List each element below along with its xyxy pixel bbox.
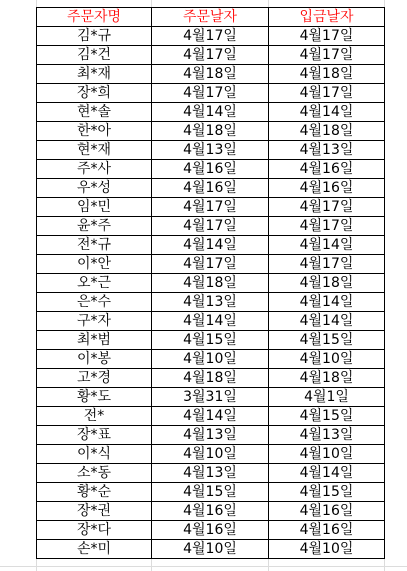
table-row (37, 445, 385, 464)
payment-date-cell[interactable]: 4월14일 (269, 236, 385, 255)
order-date-cell[interactable]: 4월18일 (152, 369, 269, 388)
payment-date-cell[interactable]: 4월17일 (269, 217, 385, 236)
header-row (37, 8, 385, 27)
payment-date-cell[interactable]: 4월18일 (269, 369, 385, 388)
payment-date-cell[interactable]: 4월13일 (269, 426, 385, 445)
table-row (37, 236, 385, 255)
table-row (37, 274, 385, 293)
payment-date-cell[interactable]: 4월10일 (269, 445, 385, 464)
table-row (37, 27, 385, 46)
orderer-name-cell[interactable]: 전* (37, 407, 152, 426)
order-date-cell[interactable]: 3월31일 (152, 388, 269, 407)
orderer-name-cell[interactable]: 오*근 (37, 274, 152, 293)
orderer-name-cell[interactable]: 구*자 (37, 312, 152, 331)
payment-date-cell[interactable]: 4월15일 (269, 483, 385, 502)
order-date-cell[interactable]: 4월17일 (152, 255, 269, 274)
table-row (37, 369, 385, 388)
order-date-cell[interactable]: 4월17일 (152, 217, 269, 236)
table-row (37, 540, 385, 559)
table-row (37, 103, 385, 122)
orderer-name-cell[interactable]: 황*도 (37, 388, 152, 407)
orderer-name-cell[interactable]: 장*희 (37, 84, 152, 103)
gridline (0, 566, 407, 567)
order-date-cell[interactable]: 4월17일 (152, 198, 269, 217)
payment-date-cell[interactable]: 4월16일 (269, 160, 385, 179)
table-row (37, 331, 385, 350)
payment-date-cell[interactable]: 4월14일 (269, 312, 385, 331)
order-date-cell[interactable]: 4월16일 (152, 521, 269, 540)
orderer-name-cell[interactable]: 최*재 (37, 65, 152, 84)
orders-table (36, 7, 385, 559)
table-row (37, 255, 385, 274)
payment-date-cell[interactable]: 4월17일 (269, 46, 385, 65)
payment-date-cell[interactable]: 4월18일 (269, 122, 385, 141)
orderer-name-cell[interactable]: 김*규 (37, 27, 152, 46)
order-date-cell[interactable]: 4월16일 (152, 179, 269, 198)
payment-date-cell[interactable]: 4월10일 (269, 540, 385, 559)
payment-date-cell[interactable]: 4월16일 (269, 179, 385, 198)
orderer-name-cell[interactable]: 장*표 (37, 426, 152, 445)
orderer-name-cell[interactable]: 최*범 (37, 331, 152, 350)
order-date-cell[interactable]: 4월15일 (152, 483, 269, 502)
payment-date-cell[interactable]: 4월16일 (269, 521, 385, 540)
table-row (37, 198, 385, 217)
table-row (37, 388, 385, 407)
payment-date-cell[interactable]: 4월14일 (269, 464, 385, 483)
order-date-cell[interactable]: 4월18일 (152, 274, 269, 293)
table-row (37, 407, 385, 426)
order-date-cell[interactable]: 4월14일 (152, 236, 269, 255)
table-row (37, 483, 385, 502)
payment-date-cell[interactable]: 4월18일 (269, 65, 385, 84)
order-date-cell[interactable]: 4월10일 (152, 540, 269, 559)
payment-date-cell[interactable]: 4월17일 (269, 255, 385, 274)
orderer-name-cell[interactable]: 윤*주 (37, 217, 152, 236)
order-date-cell[interactable]: 4월14일 (152, 103, 269, 122)
orderer-name-cell[interactable]: 손*미 (37, 540, 152, 559)
order-date-cell[interactable]: 4월13일 (152, 141, 269, 160)
orderer-name-cell[interactable]: 이*식 (37, 445, 152, 464)
payment-date-cell[interactable]: 4월10일 (269, 350, 385, 369)
orderer-name-cell[interactable]: 현*재 (37, 141, 152, 160)
table-row (37, 521, 385, 540)
order-date-cell[interactable]: 4월10일 (152, 445, 269, 464)
orderer-name-cell[interactable]: 은*수 (37, 293, 152, 312)
table-row (37, 312, 385, 331)
order-date-cell[interactable]: 4월17일 (152, 84, 269, 103)
order-date-cell[interactable]: 4월13일 (152, 464, 269, 483)
orderer-name-cell[interactable]: 장*권 (37, 502, 152, 521)
orderer-name-cell[interactable]: 주*사 (37, 160, 152, 179)
order-date-cell[interactable]: 4월14일 (152, 407, 269, 426)
orderer-name-cell[interactable]: 한*아 (37, 122, 152, 141)
order-date-cell[interactable]: 4월16일 (152, 160, 269, 179)
order-date-cell[interactable]: 4월18일 (152, 65, 269, 84)
payment-date-cell[interactable]: 4월17일 (269, 84, 385, 103)
table-row (37, 217, 385, 236)
table-row (37, 293, 385, 312)
table-row (37, 350, 385, 369)
header-order-date[interactable]: 주문날자 (152, 8, 269, 27)
payment-date-cell[interactable]: 4월15일 (269, 407, 385, 426)
orderer-name-cell[interactable]: 현*솔 (37, 103, 152, 122)
orderer-name-cell[interactable]: 김*건 (37, 46, 152, 65)
orderer-name-cell[interactable]: 우*성 (37, 179, 152, 198)
payment-date-cell[interactable]: 4월14일 (269, 103, 385, 122)
table-row (37, 426, 385, 445)
table-row (37, 141, 385, 160)
payment-date-cell[interactable]: 4월13일 (269, 141, 385, 160)
orderer-name-cell[interactable]: 고*경 (37, 369, 152, 388)
orderer-name-cell[interactable]: 전*규 (37, 236, 152, 255)
order-date-cell[interactable]: 4월14일 (152, 312, 269, 331)
header-orderer-name[interactable]: 주문자명 (37, 8, 152, 27)
orderer-name-cell[interactable]: 황*순 (37, 483, 152, 502)
order-date-cell[interactable]: 4월17일 (152, 27, 269, 46)
table-row (37, 464, 385, 483)
payment-date-cell[interactable]: 4월1일 (269, 388, 385, 407)
orderer-name-cell[interactable]: 소*동 (37, 464, 152, 483)
payment-date-cell[interactable]: 4월15일 (269, 331, 385, 350)
order-date-cell[interactable]: 4월13일 (152, 426, 269, 445)
table-row (37, 65, 385, 84)
order-date-cell[interactable]: 4월15일 (152, 331, 269, 350)
table-row (37, 160, 385, 179)
table-row (37, 179, 385, 198)
table-row (37, 46, 385, 65)
payment-date-cell[interactable]: 4월14일 (269, 293, 385, 312)
order-date-cell[interactable]: 4월18일 (152, 122, 269, 141)
payment-date-cell[interactable]: 4월18일 (269, 274, 385, 293)
payment-date-cell[interactable]: 4월17일 (269, 27, 385, 46)
order-date-cell[interactable]: 4월17일 (152, 46, 269, 65)
table-row (37, 502, 385, 521)
payment-date-cell[interactable]: 4월17일 (269, 198, 385, 217)
payment-date-cell[interactable]: 4월16일 (269, 502, 385, 521)
table-row (37, 84, 385, 103)
header-payment-date[interactable]: 입금날자 (269, 8, 385, 27)
orderer-name-cell[interactable]: 임*민 (37, 198, 152, 217)
orderer-name-cell[interactable]: 이*안 (37, 255, 152, 274)
orderer-name-cell[interactable]: 장*다 (37, 521, 152, 540)
order-date-cell[interactable]: 4월10일 (152, 350, 269, 369)
order-date-cell[interactable]: 4월13일 (152, 293, 269, 312)
orderer-name-cell[interactable]: 이*봉 (37, 350, 152, 369)
table-body (37, 27, 385, 559)
table-row (37, 122, 385, 141)
order-date-cell[interactable]: 4월16일 (152, 502, 269, 521)
